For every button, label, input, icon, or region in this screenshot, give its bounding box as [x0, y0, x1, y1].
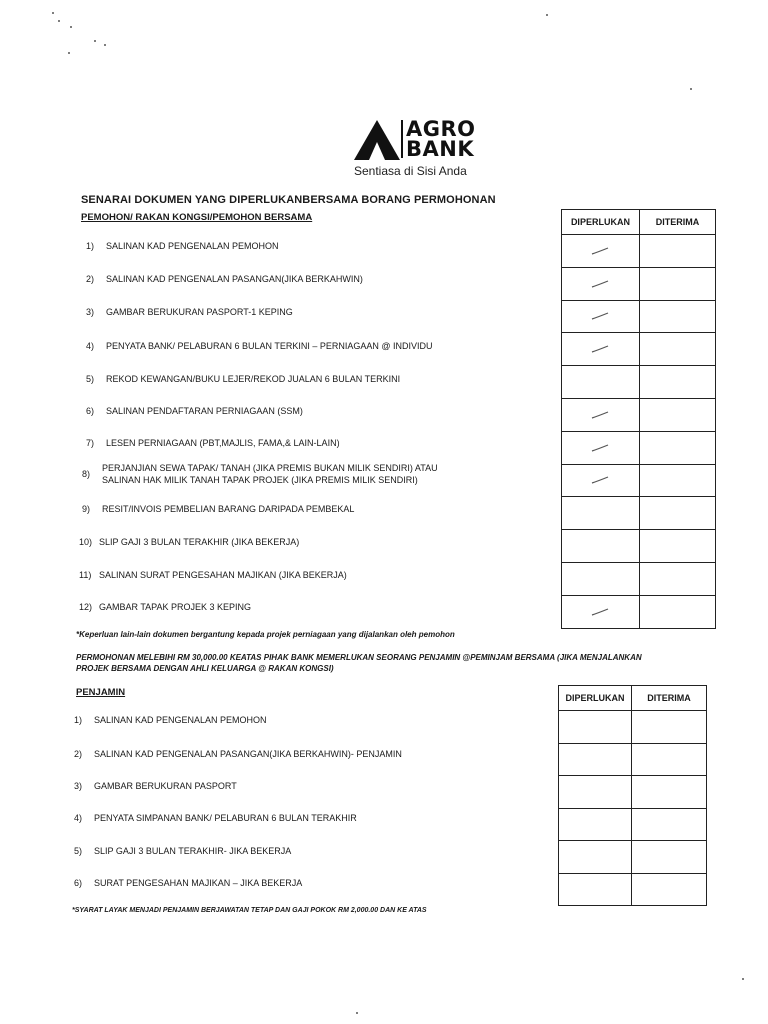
diterima-cell[interactable] [632, 776, 707, 809]
diperlukan-cell[interactable] [562, 366, 640, 399]
logo-tagline: Sentiasa di Sisi Anda [354, 164, 467, 178]
diterima-cell[interactable] [639, 464, 715, 497]
diterima-cell[interactable] [639, 366, 715, 399]
section1-checklist-table [561, 209, 716, 629]
diperlukan-cell[interactable] [559, 841, 632, 874]
item-number: 2) [74, 749, 83, 759]
diperlukan-cell[interactable] [562, 431, 640, 464]
item-number: 8) [82, 469, 91, 479]
diperlukan-cell[interactable] [562, 267, 640, 300]
diperlukan-cell[interactable] [559, 743, 632, 776]
col-header-diterima: DITERIMA [639, 210, 715, 235]
item-number: 4) [74, 813, 83, 823]
item-number: 4) [86, 341, 95, 351]
checklist-row [562, 366, 716, 399]
tick-mark-icon [590, 246, 610, 256]
checklist-row [559, 808, 707, 841]
item-text: RESIT/INVOIS PEMBELIAN BARANG DARIPADA PEMBEKAL [102, 504, 355, 514]
logo-divider [401, 120, 403, 158]
section2-checklist-table [558, 685, 707, 906]
logo-word-agro: AGRO [406, 117, 476, 141]
item-text: GAMBAR BERUKURAN PASPORT [94, 781, 237, 791]
tick-mark-icon [590, 607, 610, 617]
tick-mark-icon [590, 279, 610, 289]
col-header-diperlukan: DIPERLUKAN [562, 210, 640, 235]
item-text: SALINAN PENDAFTARAN PERNIAGAAN (SSM) [106, 406, 303, 416]
item-number: 10) [79, 537, 93, 547]
tick-mark-icon [590, 344, 610, 354]
diterima-cell[interactable] [632, 841, 707, 874]
item-text: SALINAN KAD PENGENALAN PEMOHON [94, 715, 267, 725]
item-text: SALINAN KAD PENGENALAN PEMOHON [106, 241, 279, 251]
diperlukan-cell[interactable] [559, 776, 632, 809]
checklist-row [559, 743, 707, 776]
item-text: SLIP GAJI 3 BULAN TERAKHIR (JIKA BEKERJA) [99, 537, 300, 547]
diperlukan-cell[interactable] [562, 464, 640, 497]
item-number: 5) [74, 846, 83, 856]
checklist-row [562, 595, 716, 628]
checklist-row [559, 776, 707, 809]
item-text: SURAT PENGESAHAN MAJIKAN – JIKA BEKERJA [94, 878, 303, 888]
checklist-row [562, 300, 716, 333]
item-text-line2: SALINAN HAK MILIK TANAH TAPAK PROJEK (JIKA PREMIS MILIK SENDIRI) [102, 475, 418, 485]
section2-footnote: *SYARAT LAYAK MENJADI PENJAMIN BERJAWATAN TETAP DAN GAJI POKOK RM 2,000.00 DAN KE ATAS [72, 907, 427, 914]
item-text: PENYATA BANK/ PELABURAN 6 BULAN TERKINI – PERNIAGAAN @ INDIVIDU [106, 341, 433, 351]
checklist-row [562, 464, 716, 497]
item-number: 3) [74, 781, 83, 791]
item-text: LESEN PERNIAGAAN (PBT,MAJLIS, FAMA,& LAIN-LAIN) [106, 438, 340, 448]
diperlukan-cell[interactable] [559, 873, 632, 906]
tick-mark-icon [590, 311, 610, 321]
section1-subtitle: PEMOHON/ RAKAN KONGSI/PEMOHON BERSAMA [81, 212, 313, 223]
checklist-row [562, 530, 716, 563]
diperlukan-cell[interactable] [562, 333, 640, 366]
col-header-diperlukan: DIPERLUKAN [559, 686, 632, 711]
checklist-row [562, 267, 716, 300]
checklist-row [562, 235, 716, 268]
item-number: 6) [86, 406, 95, 416]
logo-word-bank: BANK [406, 137, 475, 161]
diperlukan-cell[interactable] [562, 235, 640, 268]
section1-footnote: *Keperluan lain-lain dokumen bergantung kepada projek perniagaan yang dijalankan oleh pemohon [76, 630, 455, 639]
item-number: 9) [82, 504, 91, 514]
diterima-cell[interactable] [639, 300, 715, 333]
checklist-row [559, 841, 707, 874]
tick-mark-icon [590, 475, 610, 485]
diterima-cell[interactable] [639, 398, 715, 431]
diperlukan-cell[interactable] [562, 398, 640, 431]
col-header-diterima: DITERIMA [632, 686, 707, 711]
item-text: SLIP GAJI 3 BULAN TERAKHIR- JIKA BEKERJA [94, 846, 292, 856]
tick-mark-icon [590, 443, 610, 453]
diperlukan-cell[interactable] [562, 530, 640, 563]
diperlukan-cell[interactable] [562, 562, 640, 595]
agrobank-mountain-icon [354, 120, 400, 160]
diterima-cell[interactable] [639, 235, 715, 268]
item-number: 1) [86, 241, 95, 251]
document-title: SENARAI DOKUMEN YANG DIPERLUKANBERSAMA BORANG PERMOHONAN [81, 194, 496, 206]
item-number: 6) [74, 878, 83, 888]
item-number: 1) [74, 715, 83, 725]
guarantor-warning-line2: PROJEK BERSAMA DENGAN AHLI KELUARGA @ RAKAN KONGSI) [76, 664, 334, 673]
agrobank-logo [354, 118, 494, 182]
checklist-row [562, 333, 716, 366]
tick-mark-icon [590, 410, 610, 420]
checklist-row [562, 431, 716, 464]
item-number: 12) [79, 602, 93, 612]
checklist-row [559, 711, 707, 744]
item-number: 2) [86, 274, 95, 284]
item-text: REKOD KEWANGAN/BUKU LEJER/REKOD JUALAN 6 BULAN TERKINI [106, 374, 401, 384]
diterima-cell[interactable] [632, 743, 707, 776]
diterima-cell[interactable] [639, 333, 715, 366]
diperlukan-cell[interactable] [559, 711, 632, 744]
item-text: SALINAN KAD PENGENALAN PASANGAN(JIKA BERKAHWIN)- PENJAMIN [94, 749, 402, 759]
diterima-cell[interactable] [632, 808, 707, 841]
item-text: SALINAN SURAT PENGESAHAN MAJIKAN (JIKA BEKERJA) [99, 570, 347, 580]
diterima-cell[interactable] [639, 595, 715, 628]
item-number: 7) [86, 438, 95, 448]
section2-heading: PENJAMIN [76, 687, 126, 698]
diperlukan-cell[interactable] [559, 808, 632, 841]
diterima-cell[interactable] [639, 267, 715, 300]
item-text: PERJANJIAN SEWA TAPAK/ TANAH (JIKA PREMIS BUKAN MILIK SENDIRI) ATAU [102, 463, 438, 473]
diperlukan-cell[interactable] [562, 300, 640, 333]
diperlukan-cell[interactable] [562, 595, 640, 628]
diterima-cell[interactable] [639, 530, 715, 563]
item-number: 5) [86, 374, 95, 384]
item-text: SALINAN KAD PENGENALAN PASANGAN(JIKA BERKAHWIN) [106, 274, 363, 284]
diterima-cell[interactable] [632, 711, 707, 744]
item-number: 11) [79, 570, 92, 580]
item-number: 3) [86, 307, 95, 317]
diperlukan-cell[interactable] [562, 497, 640, 530]
guarantor-warning-line1: PERMOHONAN MELEBIHI RM 30,000.00 KEATAS PIHAK BANK MEMERLUKAN SEORANG PENJAMIN @PEMINJAM BERSAMA (JIKA MENJALANKAN [76, 653, 642, 662]
diterima-cell[interactable] [639, 431, 715, 464]
diterima-cell[interactable] [632, 873, 707, 906]
checklist-row [562, 562, 716, 595]
item-text: PENYATA SIMPANAN BANK/ PELABURAN 6 BULAN TERAKHIR [94, 813, 357, 823]
checklist-row [562, 497, 716, 530]
checklist-row [562, 398, 716, 431]
checklist-row [559, 873, 707, 906]
item-text: GAMBAR BERUKURAN PASPORT-1 KEPING [106, 307, 293, 317]
diterima-cell[interactable] [639, 497, 715, 530]
diterima-cell[interactable] [639, 562, 715, 595]
item-text: GAMBAR TAPAK PROJEK 3 KEPING [99, 602, 252, 612]
